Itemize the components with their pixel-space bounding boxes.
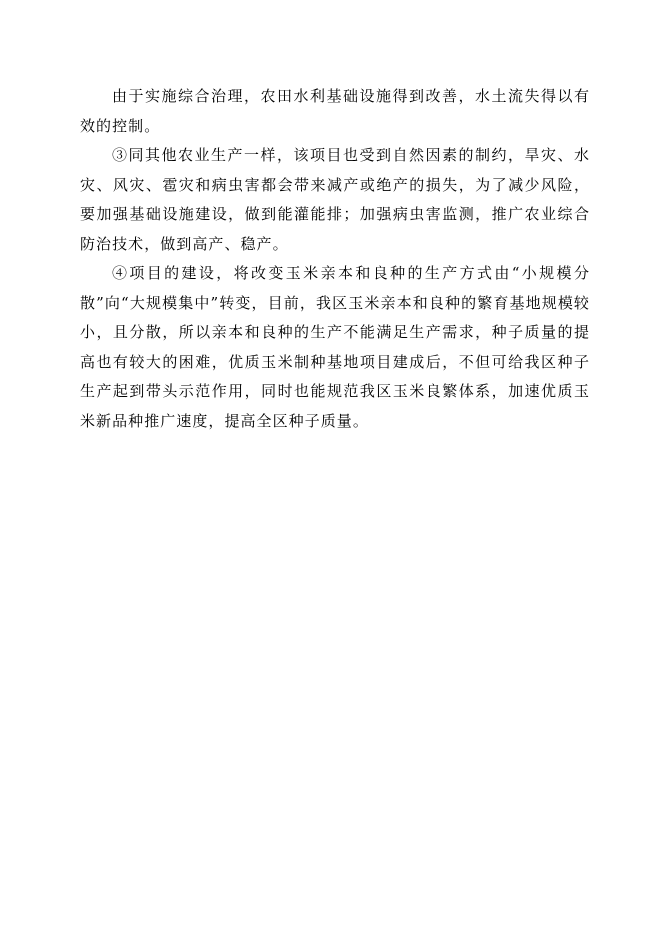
paragraph-natural-risk: ③同其他农业生产一样，该项目也受到自然因素的制约，旱灾、水灾、风灾、雹灾和病虫害都会带来减产或绝产的损失，为了减少风险，要加强基础设施建设，做到能灌能排；加强病虫害监测，推广农业综合防治技术，做到高产、稳产。 bbox=[80, 146, 590, 253]
paragraph-soil-conservation: 由于实施综合治理，农田水利基础设施得到改善，水土流失得以有效的控制。 bbox=[80, 87, 590, 135]
document-body bbox=[80, 82, 590, 436]
paragraph-seed-base: ④项目的建设，将改变玉米亲本和良种的生产方式由“小规模分散”向“大规模集中”转变，目前，我区玉米亲本和良种的繁育基地规模较小，且分散，所以亲本和良种的生产不能满足生产需求，种子质量的提高也有较大的困难，优质玉米制种基地项目建成后，不但可给我区种子生产起到带头示范作用，同时也能规范我区玉米良繁体系，加速优质玉米新品种推广速度，提高全区种子质量。 bbox=[80, 264, 590, 430]
